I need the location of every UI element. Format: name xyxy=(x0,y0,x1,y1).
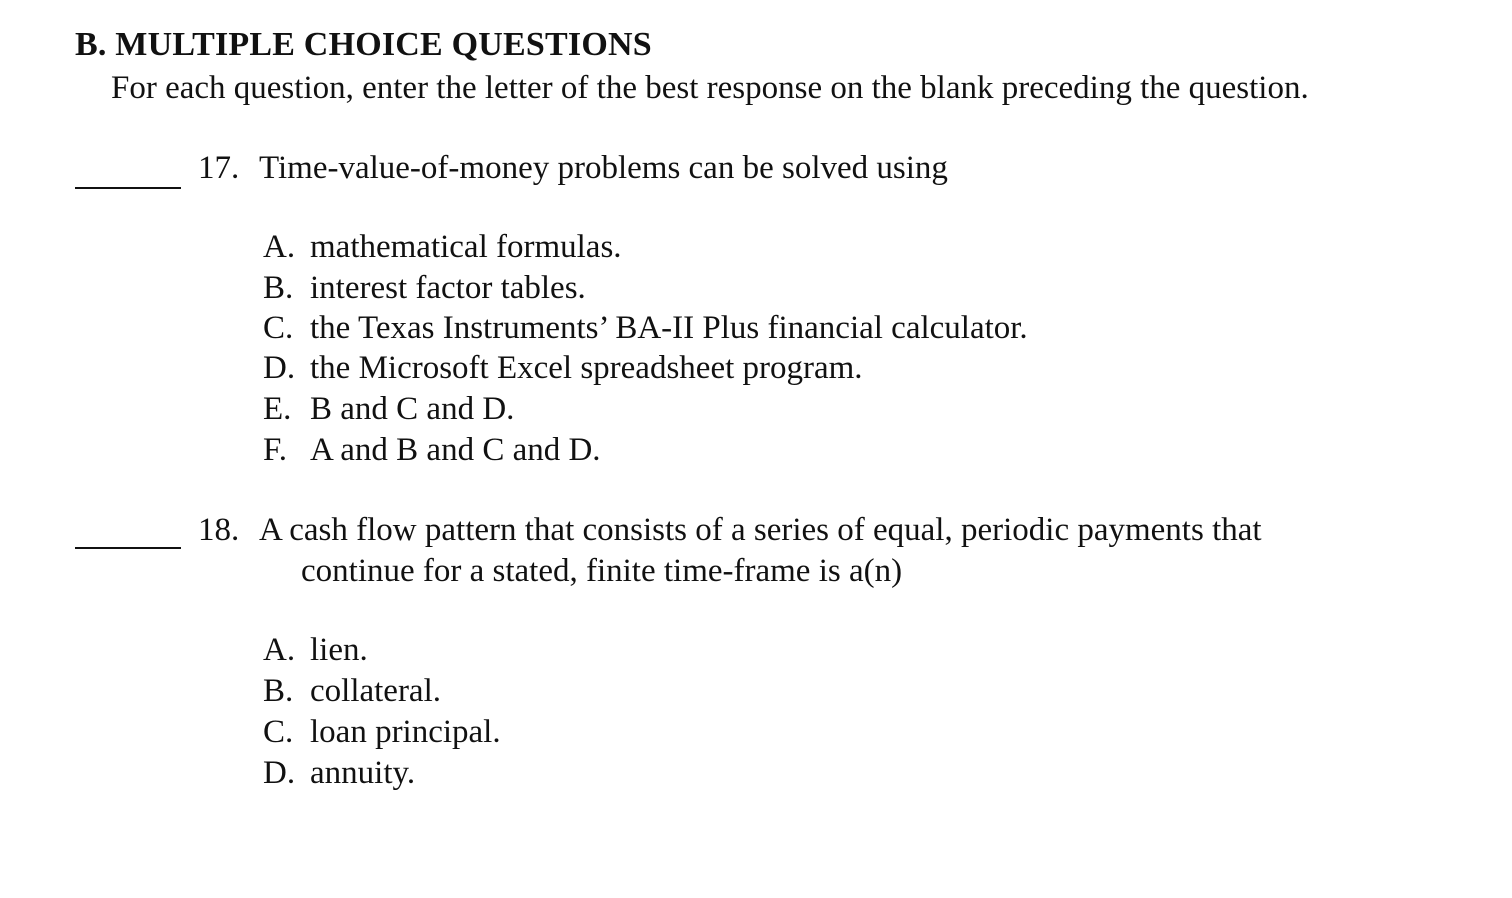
option-text: annuity. xyxy=(310,755,416,791)
option-letter: E. xyxy=(263,391,292,427)
instructions: For each question, enter the letter of the best response on the blank preceding the question. xyxy=(111,70,1309,106)
option-letter: D. xyxy=(263,350,296,386)
option-item xyxy=(263,714,501,754)
option-text: the Texas Instruments’ BA-II Plus financial calculator. xyxy=(310,310,1028,346)
option-letter: B. xyxy=(263,270,294,306)
option-item xyxy=(263,755,415,795)
option-item xyxy=(263,432,601,472)
option-item xyxy=(263,270,586,310)
option-text: A and B and C and D. xyxy=(310,432,601,468)
option-letter: F. xyxy=(263,432,287,468)
option-text: loan principal. xyxy=(310,714,501,750)
option-text: mathematical formulas. xyxy=(310,229,622,265)
option-letter: B. xyxy=(263,673,294,709)
option-text: interest factor tables. xyxy=(310,270,586,306)
option-item xyxy=(263,391,514,431)
option-letter: A. xyxy=(263,632,296,668)
question-text: A cash flow pattern that consists of a series of equal, periodic payments that xyxy=(259,512,1262,548)
option-item xyxy=(263,310,1028,350)
option-letter: A. xyxy=(263,229,296,265)
option-letter: C. xyxy=(263,310,294,346)
option-item xyxy=(263,673,441,713)
option-text: the Microsoft Excel spreadsheet program. xyxy=(310,350,863,386)
option-item xyxy=(263,229,622,269)
option-item xyxy=(263,632,368,672)
section-title: B. MULTIPLE CHOICE QUESTIONS xyxy=(75,26,652,63)
option-letter: C. xyxy=(263,714,294,750)
answer-blank-17[interactable] xyxy=(75,187,181,189)
question-text-continued: continue for a stated, finite time-frame is a(n) xyxy=(301,553,903,589)
option-text: lien. xyxy=(310,632,368,668)
option-letter: D. xyxy=(263,755,296,791)
option-item xyxy=(263,350,863,390)
question-number: 18. xyxy=(198,512,240,548)
option-text: collateral. xyxy=(310,673,442,709)
question-number: 17. xyxy=(198,150,240,186)
answer-blank-18[interactable] xyxy=(75,547,181,549)
option-text: B and C and D. xyxy=(310,391,515,427)
question-text: Time-value-of-money problems can be solved using xyxy=(259,150,948,186)
